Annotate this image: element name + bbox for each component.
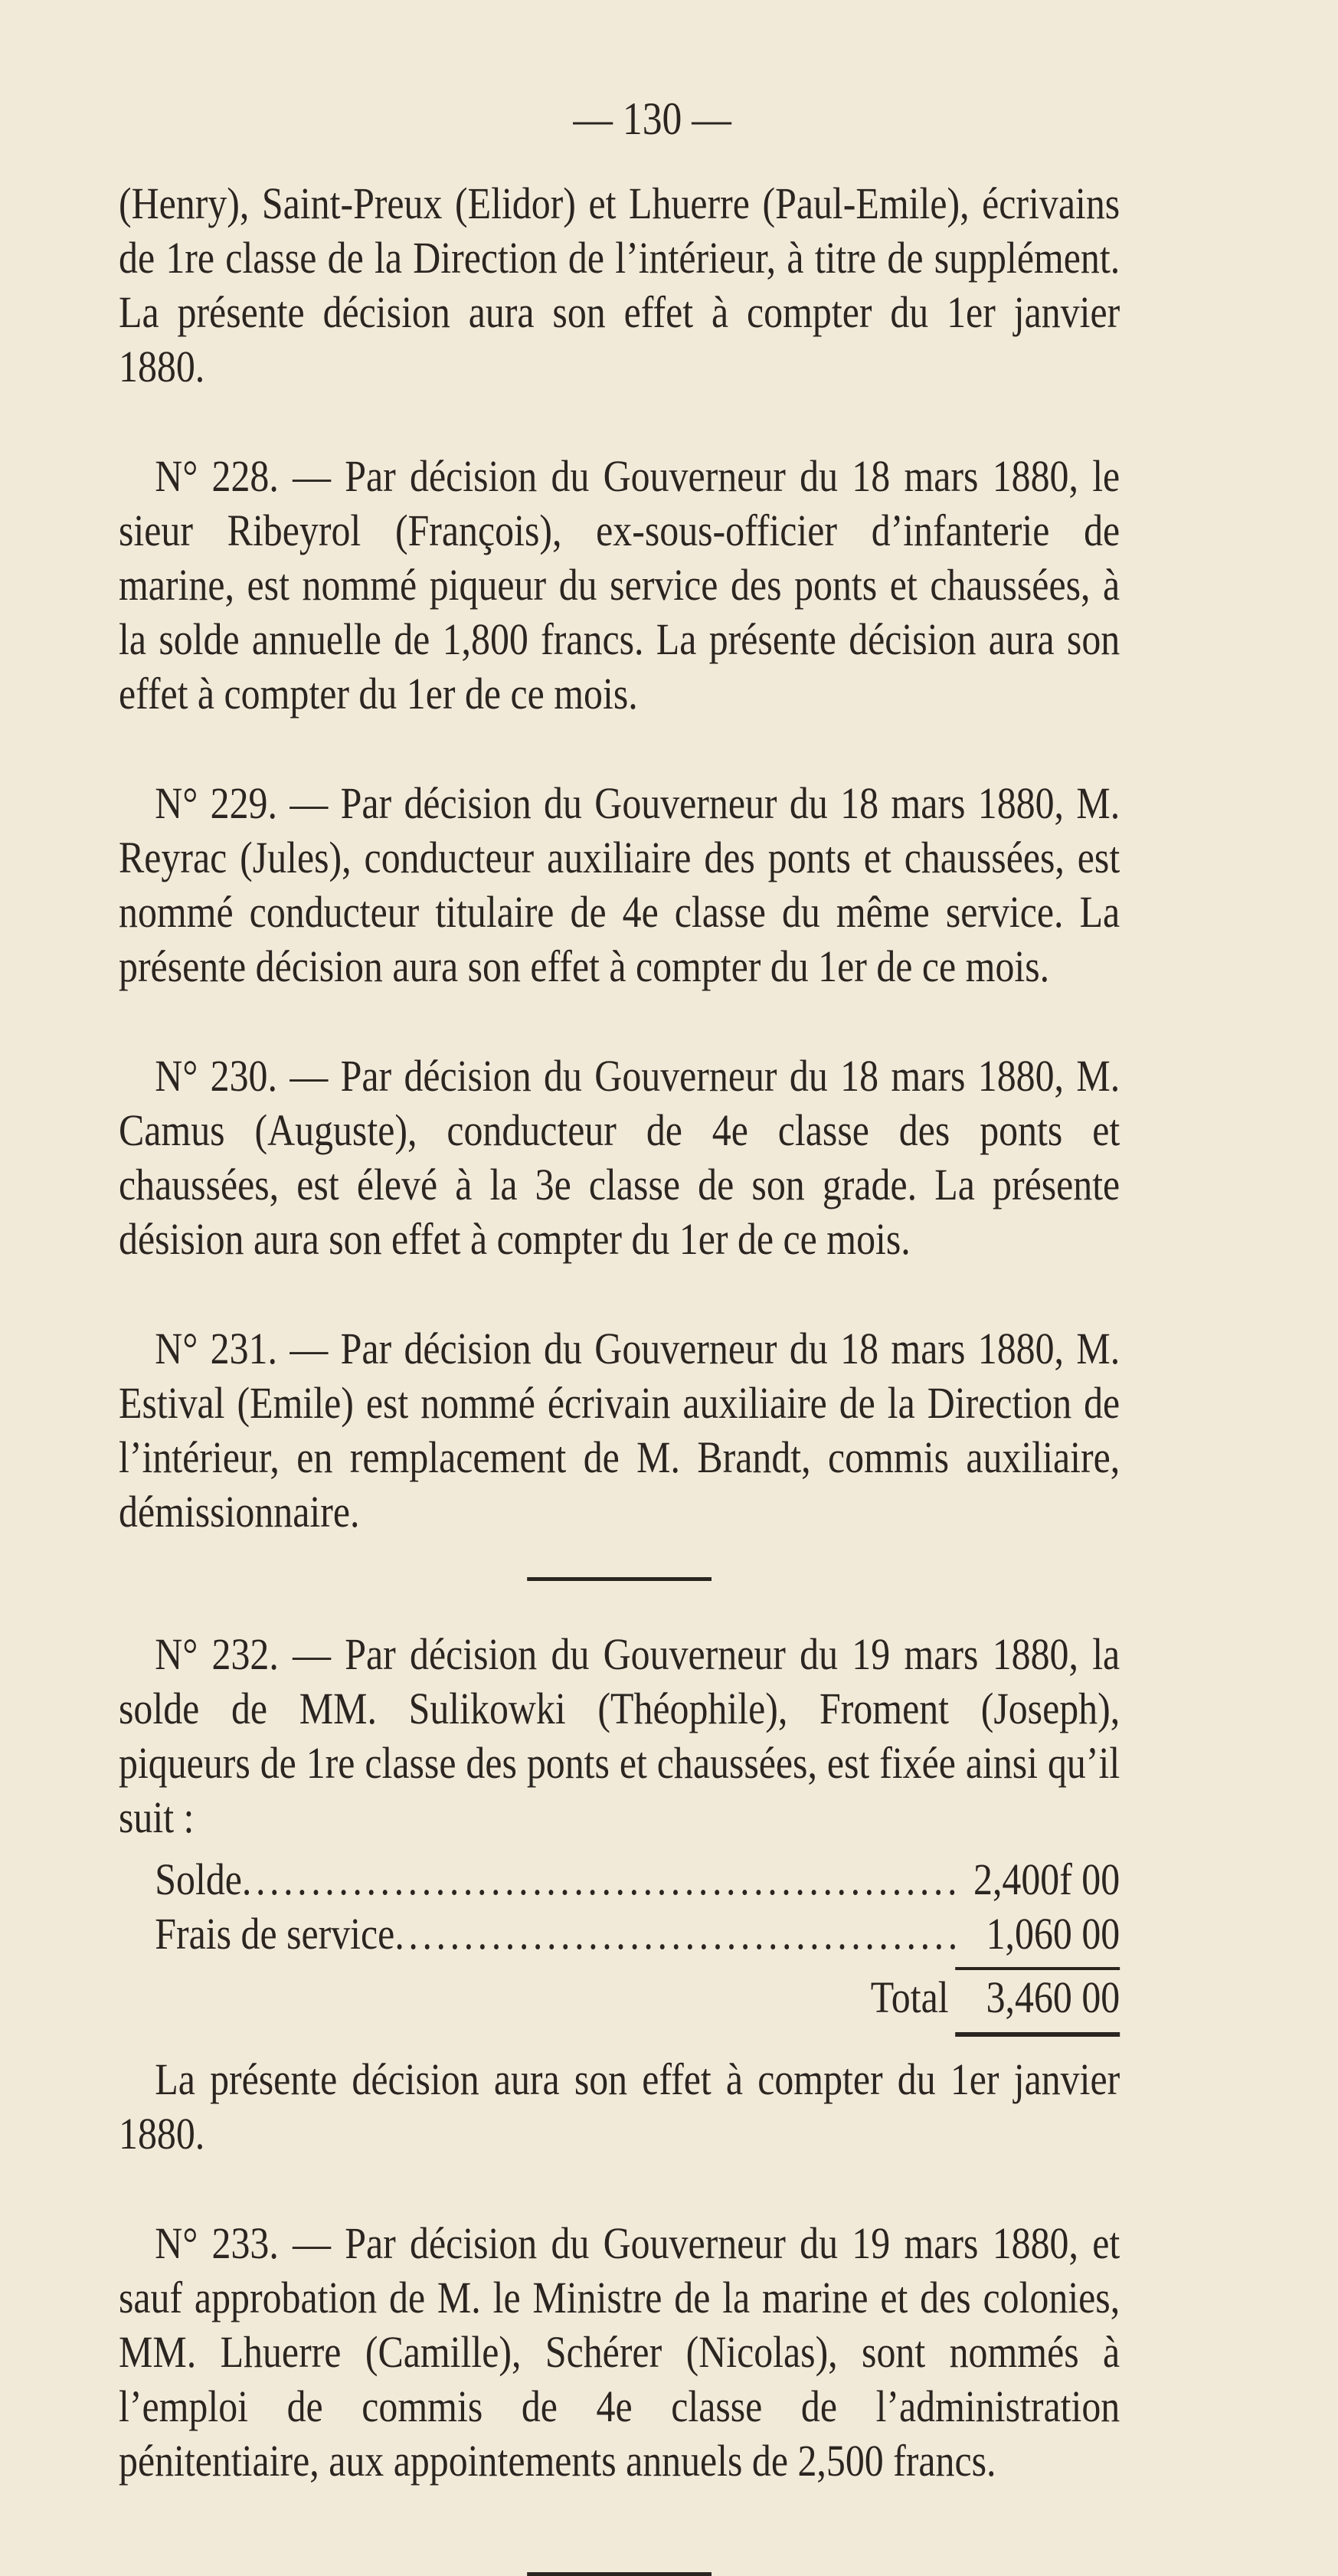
document-body [119,176,1120,2576]
paragraph-228: N° 228. — Par décision du Gouverneur du 18 mars 1880, le sieur Ribeyrol (François), ex-sous-officier d’infanterie de marine, est nommé piqueur du service des ponts et chaussées, à la solde annuelle de 1,800 francs. La présente décision aura son effet à compter du 1er de ce mois. [119,451,1120,718]
leader-dots [242,1852,955,1907]
leader-dots [394,1907,955,1961]
paragraph-230: N° 230. — Par décision du Gouverneur du 18 mars 1880, M. Camus (Auguste), conducteur de 4e classe des ponts et chaussées, est élevé à la 3e classe de son grade. La présente désision aura son effet à compter du 1er de ce mois. [119,1051,1120,1264]
ledger-row [155,1852,1120,1907]
ledger-value: 2,400f 00 [973,1854,1120,1904]
ledger-label: Solde [155,1854,242,1904]
ledger-total-value: 3,460 00 [955,1967,1120,2024]
paragraph-232-conclusion: La présente décision aura son effet à compter du 1er janvier 1880. [119,2054,1120,2159]
paragraph-233: N° 233. — Par décision du Gouverneur du 19 mars 1880, et sauf approbation de M. le Ministre de la marine et des colonies, MM. Lhuerre (Camille), Schérer (Nicolas), sont nommés à l’emploi de commis de 4e classe de l’administration pénitentiaire, aux appointements annuels de 2,500 francs. [119,2218,1120,2486]
ledger-row [155,1907,1120,1961]
paragraph-229: N° 229. — Par décision du Gouverneur du 18 mars 1880, M. Reyrac (Jules), conducteur auxiliaire des ponts et chaussées, est nommé conducteur titulaire de 4e classe du même service. La présente décision aura son effet à compter du 1er de ce mois. [119,778,1120,991]
total-underline [155,2032,1120,2037]
paragraph-continued: (Henry), Saint-Preux (Elidor) et Lhuerre (Paul-Emile), écrivains de 1re classe de la Direction de l’intérieur, à titre de supplément. La présente décision aura son effet à compter du 1er janvier 1880. [119,178,1120,391]
page-number: — 130 — [573,93,731,144]
salary-ledger [119,1852,1120,2037]
ledger-total-row [155,1961,1120,2024]
section-divider [527,1577,712,1581]
ledger-total-label: Total [870,1972,949,2022]
ledger-label: Frais de service [155,1909,395,1959]
paragraph-232: N° 232. — Par décision du Gouverneur du 19 mars 1880, la solde de MM. Sulikowki (Théophile), Froment (Joseph), piqueurs de 1re classe des ponts et chaussées, est fixée ainsi qu’il suit : [119,1629,1120,1842]
document-page [119,92,1120,2576]
end-divider [527,2572,712,2576]
paragraph-231: N° 231. — Par décision du Gouverneur du 18 mars 1880, M. Estival (Emile) est nommé écrivain auxiliaire de la Direction de l’intérieur, en remplacement de M. Brandt, commis auxiliaire, démissionnaire. [119,1324,1120,1537]
ledger-value: 1,060 00 [986,1909,1120,1959]
